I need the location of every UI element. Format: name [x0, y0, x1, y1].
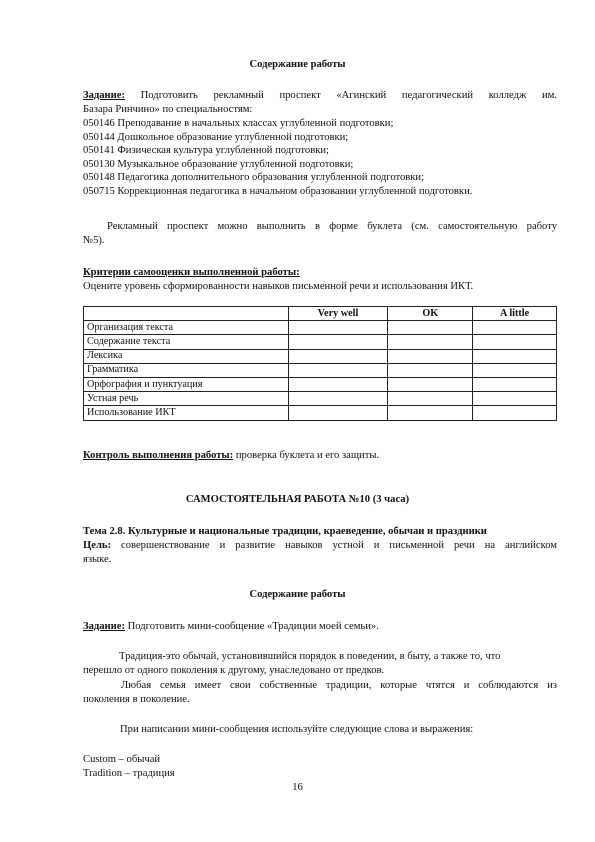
criterion-cell: Содержание текста	[84, 335, 289, 349]
rating-cell[interactable]	[473, 392, 557, 406]
rating-cell[interactable]	[388, 363, 473, 377]
table-row	[84, 321, 557, 335]
rating-cell[interactable]	[473, 335, 557, 349]
rating-cell[interactable]	[388, 406, 473, 420]
task-text: Подготовить мини-сообщение «Традиции моей семьи».	[124, 621, 379, 632]
rating-cell[interactable]	[288, 392, 388, 406]
rating-cell[interactable]	[288, 377, 388, 391]
criterion-cell: Использование ИКТ	[84, 406, 289, 420]
rating-cell[interactable]	[388, 392, 473, 406]
specialty-item: 050715 Коррекционная педагогика в начальном образовании углубленной подготовки.	[83, 185, 473, 197]
rating-cell[interactable]	[388, 349, 473, 363]
rating-cell[interactable]	[473, 377, 557, 391]
booklet-note-line2: №5).	[83, 235, 105, 246]
task-text-line2: Базара Ринчино» по специальностям:	[83, 104, 253, 115]
table-row	[84, 377, 557, 391]
specialty-item: 050148 Педагогика дополнительного образования углубленной подготовки;	[83, 172, 425, 184]
rating-cell[interactable]	[288, 335, 388, 349]
table-row	[84, 392, 557, 406]
table-row	[84, 406, 557, 420]
specialty-list	[83, 117, 472, 199]
vocab-item: Custom – обычай	[83, 754, 161, 765]
criterion-cell: Орфография и пунктуация	[84, 377, 289, 391]
goal-text: совершенствование и развитие навыков устной и письменной речи на английском	[111, 540, 557, 551]
control-label: Контроль выполнения работы:	[83, 450, 234, 461]
rating-cell[interactable]	[288, 363, 388, 377]
instruction-line: При написании мини-сообщения используйте следующие слова и выражения:	[120, 724, 474, 735]
control-paragraph	[83, 449, 379, 462]
rating-cell[interactable]	[388, 377, 473, 391]
goal-label: Цель:	[83, 540, 112, 551]
specialty-item: 050141 Физическая культура углубленной подготовки;	[83, 145, 329, 157]
task-label: Задание:	[83, 90, 125, 101]
rating-cell[interactable]	[473, 321, 557, 335]
task-paragraph	[83, 89, 557, 102]
vocab-item: Tradition – традиция	[83, 768, 175, 779]
criterion-cell: Организация текста	[84, 321, 289, 335]
section-heading: Содержание работы	[249, 59, 346, 70]
rating-cell[interactable]	[288, 321, 388, 335]
criterion-cell: Грамматика	[84, 363, 289, 377]
task-text-line1: Подготовить рекламный проспект «Агинский педагогический колледж им.	[140, 90, 557, 101]
self-assessment-table	[83, 306, 557, 421]
rating-cell[interactable]	[288, 406, 388, 420]
work-title: САМОСТОЯТЕЛЬНАЯ РАБОТА №10 (3 часа)	[185, 494, 410, 505]
table-row	[84, 363, 557, 377]
criterion-cell: Устная речь	[84, 392, 289, 406]
table-header-cell: Very well	[288, 307, 388, 321]
rating-cell[interactable]	[388, 335, 473, 349]
criteria-text: Оцените уровень сформированности навыков письменной речи и использования ИКТ.	[83, 281, 474, 292]
rating-cell[interactable]	[473, 363, 557, 377]
goal-line1	[83, 539, 557, 552]
criteria-label: Критерии самооценки выполненной работы:	[83, 267, 300, 278]
table-header-cell: A little	[473, 307, 557, 321]
table-header-cell: OK	[388, 307, 473, 321]
specialty-item: 050144 Дошкольное образование углубленной подготовки;	[83, 131, 349, 143]
table-row	[84, 335, 557, 349]
section-heading: Содержание работы	[249, 589, 346, 600]
para2-line1: Любая семья имеет свои собственные традиции, которые чтятся и соблюдаются из	[121, 680, 557, 691]
para2-line2: поколения в поколение.	[83, 694, 190, 705]
rating-cell[interactable]	[388, 321, 473, 335]
table-header-row	[84, 307, 557, 321]
para1-line2: перешло от одного поколения к другому, унаследовано от предков.	[83, 665, 385, 676]
para1-line1: Традиция-это обычай, установившийся порядок в поведении, в быту, а также то, что	[119, 651, 501, 662]
specialty-item: 050130 Музыкальное образование углубленной подготовки;	[83, 158, 354, 170]
table-row	[84, 349, 557, 363]
goal-line2: языке.	[83, 554, 112, 565]
control-text: проверка буклета и его защиты.	[233, 450, 380, 461]
rating-cell[interactable]	[288, 349, 388, 363]
page-number: 16	[292, 782, 303, 793]
criterion-cell: Лексика	[84, 349, 289, 363]
table-header-cell	[84, 307, 289, 321]
rating-cell[interactable]	[473, 406, 557, 420]
task-label: Задание:	[83, 621, 125, 632]
topic-line: Тема 2.8. Культурные и национальные традиции, краеведение, обычаи и праздники	[83, 526, 487, 537]
specialty-item: 050146 Преподавание в начальных классах углубленной подготовки;	[83, 118, 394, 129]
task2-paragraph	[83, 620, 379, 633]
rating-cell[interactable]	[473, 349, 557, 363]
booklet-note-line1: Рекламный проспект можно выполнить в форме буклета (см. самостоятельную работу	[107, 221, 557, 232]
